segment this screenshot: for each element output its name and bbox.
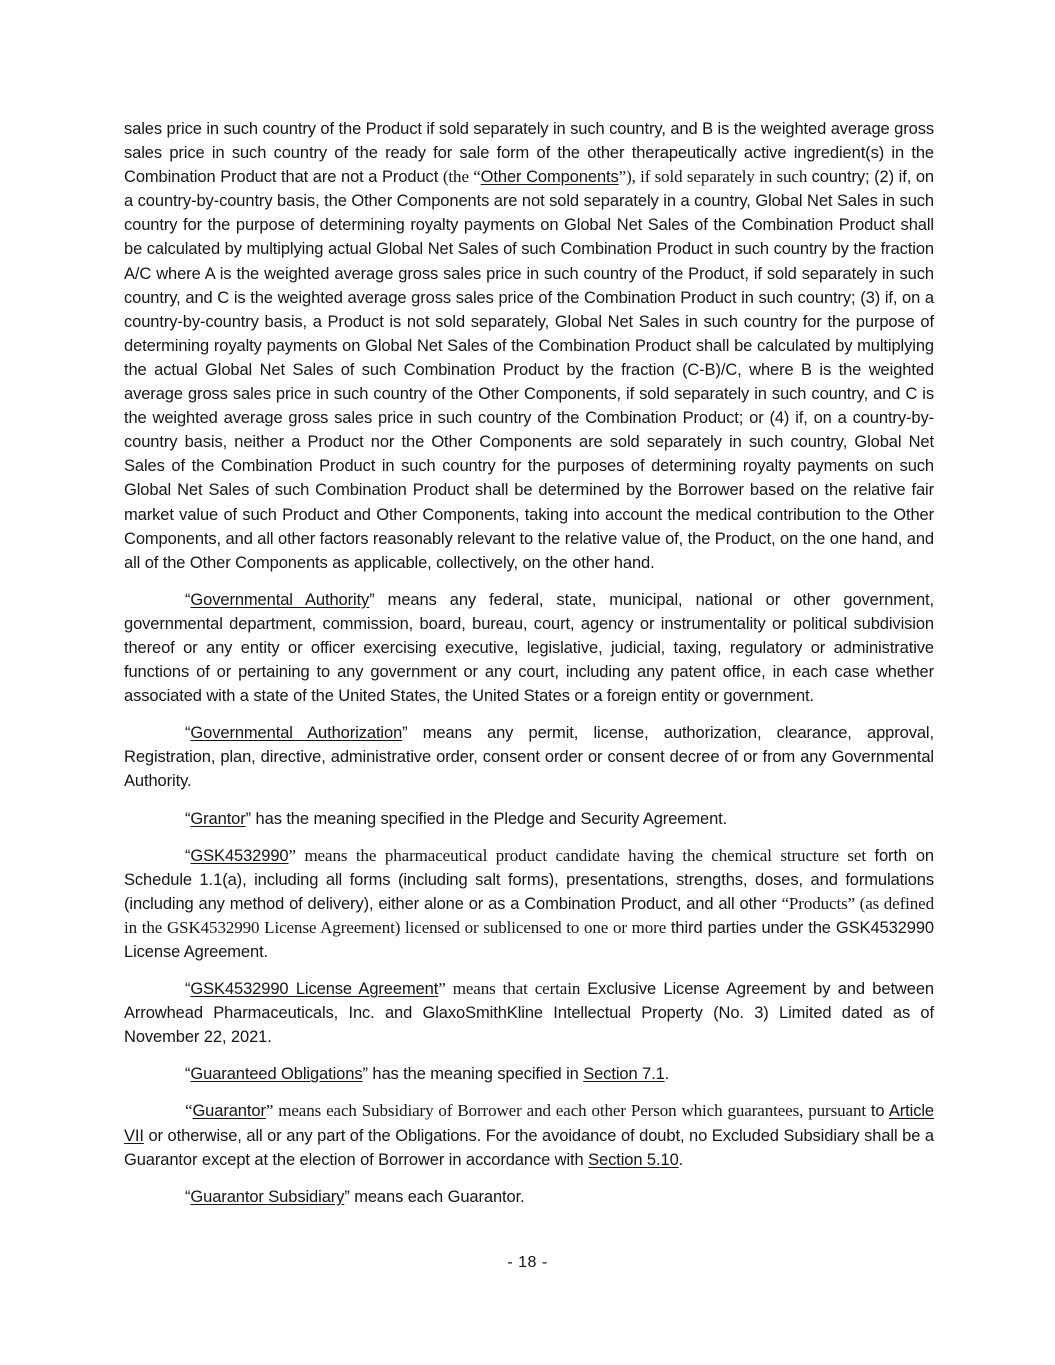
text-run: ” means each Subsidiary of Borrower and each other Person which guarantees, pursuant	[265, 1101, 871, 1121]
defined-term: Guaranteed Obligations	[190, 1065, 363, 1084]
paragraph	[124, 117, 934, 575]
defined-term: Guarantor	[192, 1102, 266, 1121]
paragraph	[124, 721, 934, 793]
defined-term: Governmental Authorization	[190, 724, 403, 743]
paragraph	[124, 1185, 934, 1209]
text-run: to	[870, 1102, 889, 1121]
defined-term: Grantor	[190, 809, 246, 828]
defined-term: Other Components	[480, 168, 619, 187]
text-run: “	[185, 590, 191, 609]
text-run: (the “	[442, 167, 481, 187]
text-run: or otherwise, all or any part of the Obligations. For the avoidance of doubt, no Excluded Subsidiary shall be a Guarantor except at the election of Borrower in accordance with	[124, 1126, 934, 1169]
text-run: ” means any federal, state, municipal, national or other government, governmental department, commission, board, bureau, court, agency or instrumentality or political subdivision thereof or any entity or officer exercising executive, legislative, judicial, taxing, regulatory or administrative functions of or pertaining to any government or any court, including any patent office, in each case whether associated with a state of the United States, the United States or a foreign entity or government.	[124, 590, 934, 706]
text-run: “Products” (as defined in the GSK4532990 License Agreement) licensed or sublicensed to one or more	[124, 893, 934, 937]
text-run: “	[185, 1065, 191, 1084]
text-run: country; (2) if, on a country-by-country basis, the Other Components are not sold separately in a country, Global Net Sales in such country for the purpose of determining royalty payments on Global Net Sales of the Combination Product shall be calculated by multiplying actual Global Net Sales of such Combination Product in such country by the fraction A/C where A is the weighted average gross sales price in such country of the Product, if sold separately in such country, and C is the weighted average gross sales price of the Combination Product in such country; (3) if, on a country-by-country basis, a Product is not sold separately, Global Net Sales in such country for the purpose of determining royalty payments on Global Net Sales of the Combination Product shall be calculated by multiplying the actual Global Net Sales of such Combination Product by the fraction (C-B)/C, where B is the weighted average gross sales price in such country of the Other Components, if sold separately in such country, and C is the weighted average gross sales price in such country of the Combination Product; or (4) if, on a country-by-country basis, neither a Product nor the Other Components are sold separately in such country, Global Net Sales of the Combination Product in such country for the purposes of determining royalty payments on such Global Net Sales of such Combination Product shall be determined by the Borrower based on the relative fair market value of such Product and Other Components, taking into account the medical contribution to the Other Components, and all other factors reasonably relevant to the relative value of, the Product, on the one hand, and all of the Other Components as applicable, collectively, on the other hand.	[124, 168, 934, 572]
paragraph	[124, 1099, 934, 1171]
defined-term: Article VII	[124, 1102, 934, 1145]
text-run: Exclusive License Agreement by and between Arrowhead Pharmaceuticals, Inc. and GlaxoSmithKline Intellectual Property (No. 3) Limited dated as of November 22, 2021.	[124, 980, 934, 1047]
paragraph	[124, 807, 934, 831]
defined-term: Guarantor Subsidiary	[190, 1187, 345, 1206]
defined-term: GSK4532990	[190, 846, 289, 865]
text-run: ”), if sold separately in such	[618, 167, 812, 187]
text-run: “	[185, 1101, 193, 1121]
text-run: .	[678, 1150, 684, 1169]
text-run: ” has the meaning specified in the Pledge and Security Agreement.	[245, 809, 728, 828]
paragraph	[124, 1062, 934, 1086]
text-run: ” means each Guarantor.	[344, 1187, 525, 1206]
text-run: .	[664, 1065, 670, 1084]
defined-term: Section 5.10	[588, 1150, 679, 1169]
text-run: “	[185, 809, 191, 828]
defined-term: Governmental Authority	[190, 590, 370, 609]
paragraph	[124, 977, 934, 1049]
text-run: “	[185, 1187, 191, 1206]
text-run: third parties under the GSK4532990 License Agreement.	[124, 918, 934, 961]
document-body	[124, 117, 934, 1222]
text-run: “	[185, 980, 191, 999]
text-run: ” means the pharmaceutical product candidate having the chemical structure set	[288, 845, 875, 865]
text-run: “	[185, 724, 191, 743]
text-run: “	[185, 846, 191, 865]
page-number: - 18 -	[507, 1254, 548, 1271]
text-run: forth on Schedule 1.1(a), including all forms (including salt forms), presentations, strengths, doses, and formulations (including any method of delivery), either alone or as a Combination Product, and all other	[124, 846, 934, 913]
paragraph	[124, 844, 934, 964]
text-run: sales price in such country of the Product if sold separately in such country, and B is the weighted average gross sales price in such country of the ready for sale form of the other therapeutically active ingredient(s) in the Combination Product that are not a Product	[124, 120, 934, 187]
text-run: ” means any permit, license, authorization, clearance, approval, Registration, plan, directive, administrative order, consent order or consent decree of or from any Governmental Authority.	[124, 724, 934, 791]
paragraph	[124, 588, 934, 708]
text-run: ” has the meaning specified in	[362, 1065, 584, 1084]
text-run: ” means that certain	[438, 979, 588, 999]
defined-term: Section 7.1	[583, 1065, 665, 1084]
defined-term: GSK4532990 License Agreement	[190, 980, 439, 999]
